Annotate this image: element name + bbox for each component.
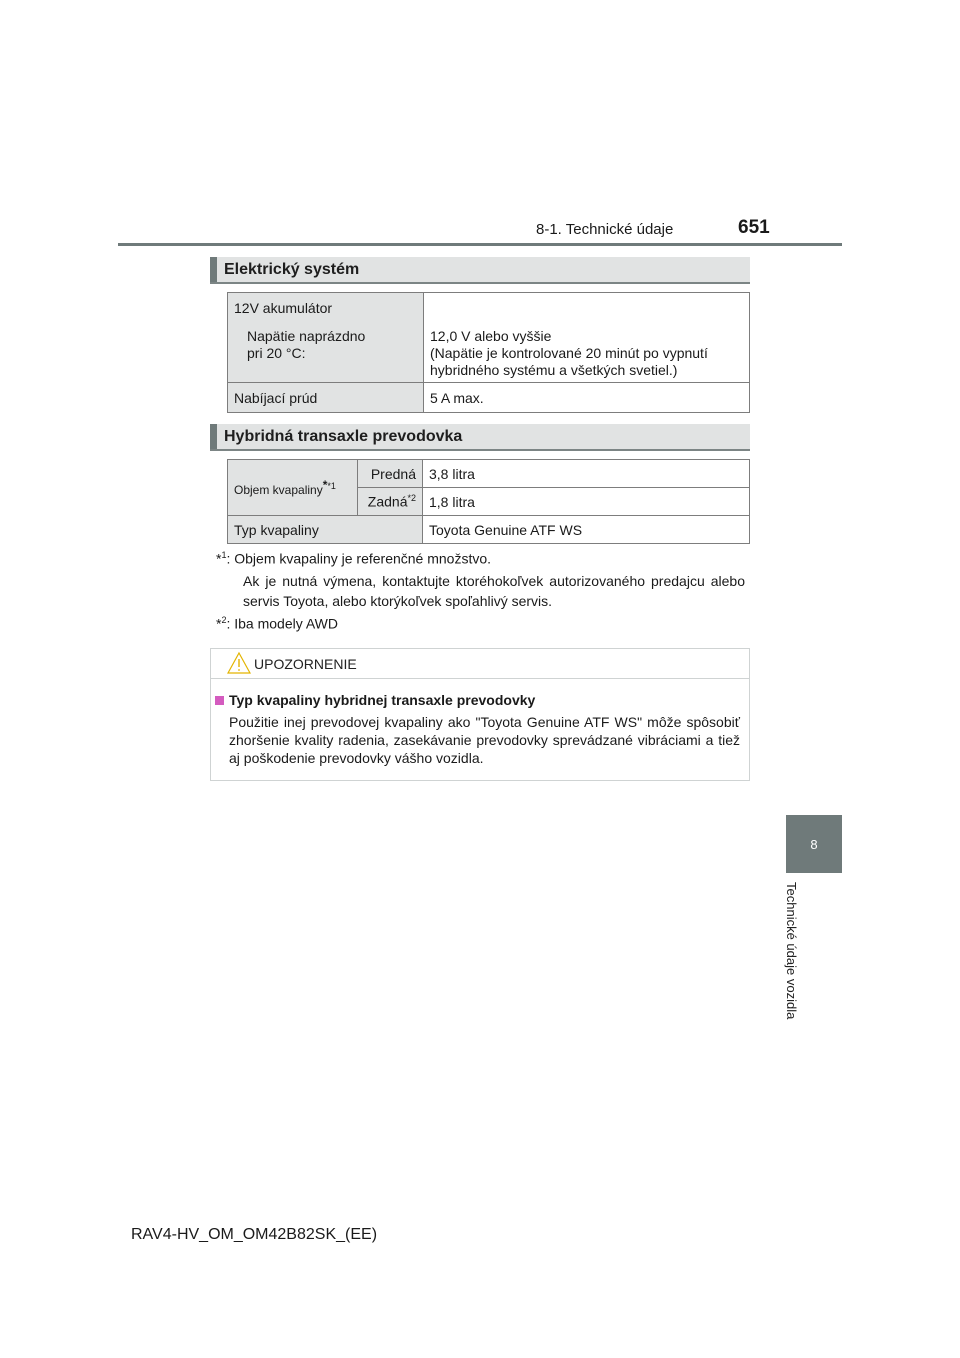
voltage-value-cell — [424, 293, 750, 383]
voltage-value-line3: hybridného systému a všetkých svetiel.) — [430, 362, 678, 378]
bullet-square-icon — [215, 696, 224, 705]
electrical-heading-text: Elektrický systém — [224, 261, 360, 278]
charge-label: Nabíjací prúd — [228, 383, 424, 413]
battery-label-cell — [228, 293, 424, 383]
header-rule — [118, 243, 842, 246]
voltage-label-line2: pri 20 °C: — [247, 345, 306, 361]
capacity-label: Objem kvapaliny — [234, 483, 323, 497]
rear-mark: *2 — [407, 493, 416, 504]
fluid-value: Toyota Genuine ATF WS — [423, 516, 750, 544]
footnote-2-text: : Iba modely AWD — [226, 615, 338, 632]
front-label: Predná — [358, 460, 423, 488]
footnote-1-continuation: Ak je nutná výmena, kontaktujte ktoréhokoľvek autorizovaného predajcu alebo servis Toyota, alebo ktorýkoľvek spoľahlivý servis. — [243, 573, 745, 609]
warning-triangle-icon — [227, 651, 251, 675]
front-value: 3,8 litra — [423, 460, 750, 488]
fluid-label: Typ kvapaliny — [228, 516, 423, 544]
warning-header — [211, 649, 749, 679]
transaxle-heading-text: Hybridná transaxle prevodovka — [224, 428, 463, 445]
battery-label: 12V akumulátor — [234, 300, 333, 316]
document-code: RAV4-HV_OM_OM42B82SK_(EE) — [131, 1226, 378, 1243]
warning-body: Použitie inej prevodovej kvapaliny ako "Toyota Genuine ATF WS" môže spôsobiť zhoršenie kvality radenia, zasekávanie prevodovky sprevádzané vibráciami a tiež aj poškodenie prevodovky vášho vozidla. — [229, 714, 740, 766]
transaxle-table — [227, 459, 750, 544]
page-number: 651 — [738, 217, 770, 238]
heading-bar — [210, 424, 217, 449]
chapter-label: Technické údaje vozidla — [784, 882, 799, 1020]
voltage-label-line1: Napätie naprázdno — [247, 328, 366, 344]
capacity-label-cell: Objem kvapaliny$^{**1}$ — [228, 460, 358, 516]
capacity-mark: *1 — [327, 481, 336, 491]
charge-value: 5 A max. — [424, 383, 750, 413]
footnote-1-mark: 1 — [221, 550, 227, 560]
transaxle-heading — [210, 424, 750, 451]
chapter-label-wrapper — [784, 882, 804, 1042]
footnote-2-mark: 2 — [221, 615, 227, 625]
rear-label: Zadná — [367, 493, 408, 510]
warning-item-title: Typ kvapaliny hybridnej transaxle prevodovky — [229, 692, 536, 708]
rear-label-cell — [358, 488, 423, 516]
footnote-2: *$^2$: Iba modely AWD — [216, 615, 338, 632]
warning-box — [210, 648, 750, 781]
voltage-value-line2: (Napätie je kontrolované 20 minút po vypnutí — [430, 345, 708, 361]
warning-title: UPOZORNENIE — [254, 656, 357, 672]
section-title: 8-1. Technické údaje — [536, 221, 674, 238]
voltage-value-line1: 12,0 V alebo vyššie — [430, 328, 552, 344]
rear-value: 1,8 litra — [423, 488, 750, 516]
electrical-heading — [210, 257, 750, 284]
footnote-1-text: : Objem kvapaliny je referenčné množstvo. — [226, 550, 492, 567]
heading-bar — [210, 257, 217, 282]
warning-item-heading — [215, 692, 535, 708]
chapter-tab: 8 — [786, 815, 842, 873]
electrical-table — [227, 292, 750, 413]
footnote-1: *$^1$: Objem kvapaliny je referenčné množstvo. — [216, 550, 492, 567]
